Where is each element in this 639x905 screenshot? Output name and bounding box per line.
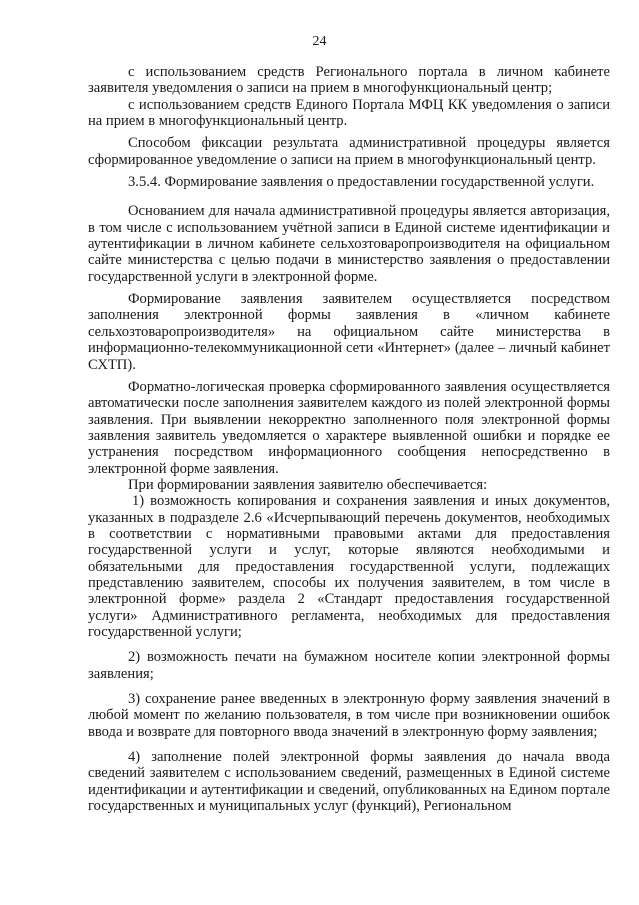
paragraph-application-forming: Формирование заявления заявителем осуществляется посредством заполнения электронной формы заявления в «личном кабинете сельхозтоваропроизводителя» на официальном сайте министерства в информационно-телекоммуникационной сети «Интернет» (далее – личный кабинет СХТП). [88,291,610,373]
section-heading-3-5-4: 3.5.4. Формирование заявления о предоставлении государственной услуги. [128,174,595,191]
paragraph-provisions-intro: При формировании заявления заявителю обеспечивается: [128,476,488,493]
paragraph-procedure-basis: Основанием для начала административной процедуры является авторизация, в том числе с использованием учётной записи в Единой системе идентификации и аутентификации в личном кабинете сельхозтоваропроизводителя на официальном сайте министерства с целью подачи в министерство заявления о предоставлении государственной услуги в электронной форме. [88,203,610,285]
list-item-4: 4) заполнение полей электронной формы заявления до начала ввода сведений заявителем с использованием сведений, размещенных в Единой системе идентификации и аутентификации и сведений, опубликованных на Едином портале государственных и муниципальных услуг (функций), Региональном [88,749,610,815]
list-item-1: 1) возможность копирования и сохранения заявления и иных документов, указанных в подразделе 2.6 «Исчерпывающий перечень документов, необходимых в соответствии с нормативными правовыми актами для предоставления государственной услуги и услуг, которые являются необходимыми и обязательными для предоставления государственной услуги, подлежащих представлению заявителем, способы их получения заявителем, в том числе в электронной форме» раздела 2 «Стандарт предоставления государственной услуги» Административного регламента, необходимых для предоставления государственной услуги; [88,493,610,640]
paragraph-regional-portal-notice: с использованием средств Регионального портала в личном кабинете заявителя уведомления о записи на прием в многофункциональный центр; [88,64,610,97]
list-item-2: 2) возможность печати на бумажном носителе копии электронной формы заявления; [88,649,610,682]
list-item-3: 3) сохранение ранее введенных в электронную форму заявления значений в любой момент по желанию пользователя, в том числе при возникновении ошибок ввода и возврате для повторного ввода значений в электронную форму заявления; [88,691,610,740]
paragraph-format-check: Форматно-логическая проверка сформированного заявления осуществляется автоматически после заполнения заявителем каждого из полей электронной формы заявления. При выявлении некорректно заполненного поля электронной формы заявления заявитель уведомляется о характере выявленной ошибки и порядке ее устранения посредством информационного сообщения непосредственно в электронной форме заявления. [88,378,610,477]
document-body [88,64,610,814]
paragraph-result-fixation: Способом фиксации результата административной процедуры является сформированное уведомление о записи на прием в многофункциональный центр. [88,135,610,168]
paragraph-mfc-portal-notice: с использованием средств Единого Портала МФЦ КК уведомления о записи на прием в многофункциональный центр. [88,96,610,130]
page-number: 24 [312,34,327,49]
